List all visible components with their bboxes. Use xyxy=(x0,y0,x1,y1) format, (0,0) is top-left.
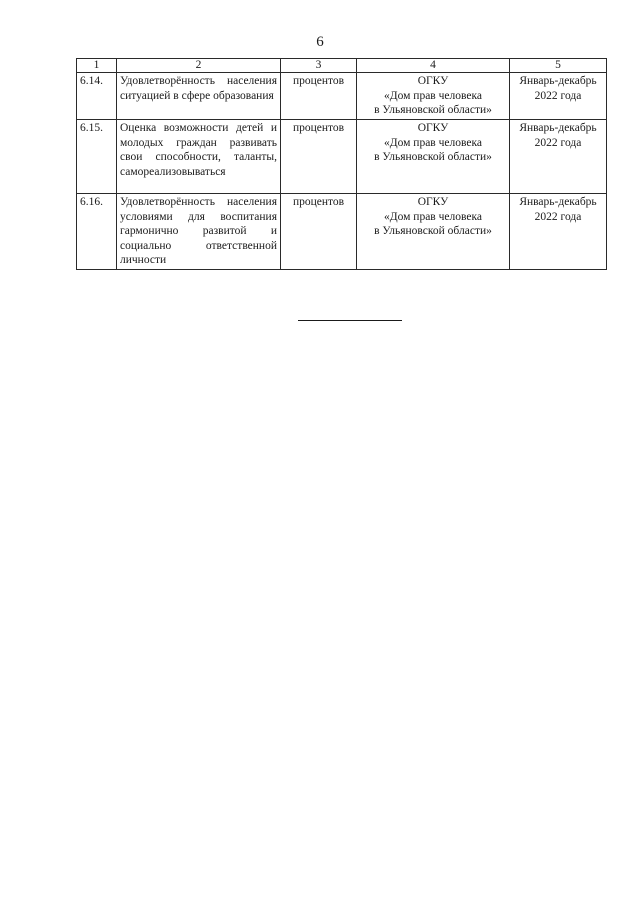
period-line: Январь-декабрь xyxy=(519,122,597,134)
indicator-description: Оценка возможности детей и молодых граждан развивать свои способности, таланты, самореализовываться xyxy=(117,120,281,194)
reporting-period xyxy=(510,73,607,120)
org-line: «Дом прав человека xyxy=(384,89,482,102)
reporting-period xyxy=(510,194,607,270)
org-line: ОГКУ xyxy=(417,122,449,134)
unit-of-measure: процентов xyxy=(281,120,357,194)
indicators-table xyxy=(76,58,607,270)
indicator-description: Удовлетворённость населения условиями для воспитания гармонично развитой и социально ответственной личности xyxy=(117,194,281,270)
unit-of-measure: процентов xyxy=(281,73,357,120)
table-row xyxy=(77,194,607,270)
org-line: в Ульяновской области» xyxy=(374,225,492,237)
column-header-3: 3 xyxy=(281,59,357,73)
indicator-description: Удовлетворённость населения ситуацией в сфере образования xyxy=(117,73,281,120)
end-separator-line xyxy=(298,320,402,321)
responsible-organization xyxy=(357,194,510,270)
org-line: ОГКУ xyxy=(417,196,449,208)
page-number: 6 xyxy=(316,34,324,50)
period-line: Январь-декабрь xyxy=(519,196,597,208)
column-header-5: 5 xyxy=(510,59,607,73)
responsible-organization xyxy=(357,120,510,194)
period-line: Январь-декабрь xyxy=(519,75,597,87)
period-line: 2022 года xyxy=(534,210,582,223)
row-number: 6.15. xyxy=(77,120,117,194)
responsible-organization xyxy=(357,73,510,120)
org-line: в Ульяновской области» xyxy=(374,151,492,163)
table-header-row xyxy=(77,59,607,73)
unit-of-measure: процентов xyxy=(281,194,357,270)
table-row xyxy=(77,120,607,194)
table-row xyxy=(77,73,607,120)
org-line: в Ульяновской области» xyxy=(374,104,492,116)
org-line: «Дом прав человека xyxy=(384,136,482,149)
row-number: 6.16. xyxy=(77,194,117,270)
column-header-4: 4 xyxy=(357,59,510,73)
column-header-1: 1 xyxy=(77,59,117,73)
org-line: «Дом прав человека xyxy=(384,210,482,223)
period-line: 2022 года xyxy=(534,136,582,149)
period-line: 2022 года xyxy=(534,89,582,102)
reporting-period xyxy=(510,120,607,194)
column-header-2: 2 xyxy=(117,59,281,73)
row-number: 6.14. xyxy=(77,73,117,120)
org-line: ОГКУ xyxy=(417,75,449,87)
